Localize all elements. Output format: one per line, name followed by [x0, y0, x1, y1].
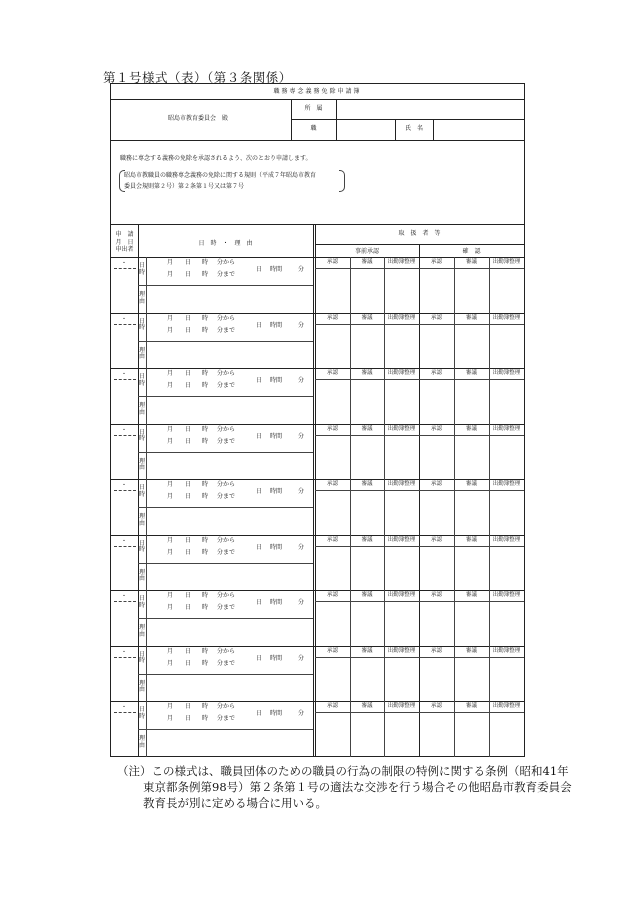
reason-label: 理 由: [138, 402, 145, 416]
reason-label: 理 由: [138, 735, 145, 749]
stamp-label: 出勤簿整理: [387, 259, 416, 265]
addressee: 昭島市教育委員会 殿: [168, 115, 229, 122]
rule-text-line2: 委員会規則第２号）第２条第１号又は第７号: [124, 183, 245, 190]
from-time-label: 時: [202, 314, 209, 322]
from-time-label: 日: [185, 425, 192, 433]
date-dot: ・: [121, 537, 128, 545]
date-dash: [114, 268, 136, 269]
to-time-label: 時: [202, 493, 209, 500]
datetime-label: 日 時: [138, 539, 145, 554]
duration-label: 分: [298, 377, 305, 384]
stamp-label: 出勤簿整理: [387, 314, 416, 321]
from-time-label: 分から: [217, 370, 236, 377]
document-title: 職務専念義務免除申請簿: [273, 88, 362, 95]
row-divider: [111, 368, 524, 369]
stamp-label: 審議: [361, 314, 373, 321]
stamp-label: 承認: [326, 370, 338, 376]
stamp-label: 承認: [430, 703, 442, 709]
from-time-label: 時: [202, 425, 209, 433]
from-time-label: 分から: [217, 592, 236, 599]
to-time-label: 月: [167, 326, 174, 334]
stamp-label: 出勤簿整理: [492, 592, 521, 598]
stamp-label: 出勤簿整理: [387, 592, 416, 598]
stamp-label: 承認: [430, 481, 442, 487]
to-time-label: 時: [202, 326, 209, 334]
from-time-label: 月: [167, 647, 174, 655]
to-time-label: 分まで: [217, 715, 236, 722]
stamp-label: 承認: [326, 703, 338, 709]
stamp-label: 出勤簿整理: [492, 370, 521, 376]
stamp-label: 出勤簿整理: [492, 259, 521, 265]
department-label: 所 属: [304, 105, 323, 112]
to-time-label: 時: [202, 659, 209, 667]
duration-label: 日: [256, 599, 263, 606]
from-time-label: 月: [167, 314, 174, 322]
from-time-label: 分から: [217, 259, 236, 266]
footnote: （注）この様式は、職員団体のための職員の行為の制限の特例に関する条例（昭和41年 東京都条例第98号）第２条第１号の適法な交渉を行う場合その他昭島市教育委員会 教育長が別に定める場合に用いる。: [117, 764, 572, 810]
duration-label: 時間: [270, 599, 283, 606]
applied-date-header: 申 請 月 日 申出者: [115, 231, 134, 253]
datetime-label: 日 時: [138, 484, 145, 498]
from-time-label: 日: [185, 314, 192, 322]
from-time-label: 分から: [217, 536, 236, 544]
from-time-label: 日: [185, 647, 192, 655]
stamp-label: 承認: [430, 536, 442, 543]
stamp-label: 承認: [430, 647, 442, 654]
duration-label: 日: [256, 488, 263, 495]
to-time-label: 分まで: [217, 326, 236, 334]
date-dash: [114, 546, 136, 547]
from-time-label: 月: [167, 370, 174, 377]
from-time-label: 時: [202, 703, 209, 710]
from-time-label: 月: [167, 481, 174, 488]
from-time-label: 分から: [217, 425, 236, 433]
reason-label: 理 由: [138, 346, 145, 361]
duration-label: 時間: [270, 488, 283, 495]
stamp-label: 審議: [361, 536, 373, 543]
stamp-label: 承認: [430, 425, 442, 432]
reason-label: 理 由: [138, 291, 145, 305]
stamp-label: 出勤簿整理: [492, 703, 521, 709]
stamp-label: 承認: [430, 370, 442, 376]
duration-label: 分: [298, 488, 305, 495]
stamp-label: 審議: [361, 647, 373, 654]
stamp-label: 承認: [430, 314, 442, 321]
to-time-label: 月: [167, 604, 174, 611]
to-time-label: 分まで: [217, 493, 236, 500]
row-divider: [111, 590, 524, 591]
stamp-label: 承認: [326, 259, 338, 265]
duration-label: 時間: [270, 266, 283, 273]
stamp-label: 出勤簿整理: [492, 536, 521, 543]
from-time-label: 時: [202, 481, 209, 488]
date-dot: ・: [121, 371, 128, 378]
stamp-label: 出勤簿整理: [492, 481, 521, 487]
to-time-label: 月: [167, 437, 174, 445]
stamp-label: 出勤簿整理: [492, 425, 521, 432]
stamp-label: 出勤簿整理: [387, 481, 416, 487]
stamp-label: 承認: [326, 481, 338, 487]
row-divider: [111, 313, 524, 314]
datetime-label: 日 時: [138, 373, 145, 387]
duration-label: 分: [298, 266, 305, 273]
to-time-label: 分まで: [217, 548, 236, 556]
to-time-label: 時: [202, 604, 209, 611]
row-divider: [111, 535, 524, 536]
stamp-label: 審議: [465, 592, 477, 598]
to-time-label: 時: [202, 437, 209, 445]
from-time-label: 日: [185, 536, 192, 544]
to-time-label: 分まで: [217, 382, 236, 389]
date-dot: ・: [121, 648, 128, 656]
duration-label: 分: [298, 543, 305, 551]
row-divider: [111, 701, 524, 702]
handler-header: 取 扱 者 等: [398, 230, 441, 237]
datetime-label: 日 時: [138, 595, 145, 609]
to-time-label: 分まで: [217, 271, 236, 278]
duration-label: 分: [298, 432, 305, 440]
duration-label: 日: [256, 266, 263, 273]
stamp-label: 審議: [465, 703, 477, 709]
to-time-label: 時: [202, 715, 209, 722]
prior-approval-header: 事前承認: [354, 248, 379, 255]
stamp-label: 審議: [361, 481, 373, 487]
to-time-label: 分まで: [217, 659, 236, 667]
reason-label: 理 由: [138, 513, 145, 527]
from-time-label: 日: [185, 703, 192, 710]
stamp-label: 承認: [430, 592, 442, 598]
from-time-label: 日: [185, 592, 192, 599]
stamp-label: 承認: [326, 314, 338, 321]
date-dot: ・: [121, 426, 128, 434]
duration-label: 時間: [270, 377, 283, 384]
datetime-label: 日 時: [138, 650, 145, 665]
from-time-label: 日: [185, 481, 192, 488]
date-dot: ・: [121, 593, 128, 600]
to-time-label: 月: [167, 271, 174, 278]
date-dash: [114, 435, 136, 436]
date-dash: [114, 601, 136, 602]
to-time-label: 日: [185, 326, 192, 334]
duration-label: 日: [256, 432, 263, 440]
stamp-label: 審議: [361, 259, 373, 265]
duration-label: 日: [256, 654, 263, 662]
date-dot: ・: [121, 315, 128, 323]
date-dash: [114, 490, 136, 491]
duration-label: 時間: [270, 710, 283, 717]
from-time-label: 時: [202, 592, 209, 599]
to-time-label: 月: [167, 493, 174, 500]
duration-label: 日: [256, 543, 263, 551]
from-time-label: 時: [202, 536, 209, 544]
from-time-label: 月: [167, 259, 174, 266]
bracket-right: [339, 170, 345, 192]
to-time-label: 時: [202, 548, 209, 556]
row-divider: [111, 424, 524, 425]
from-time-label: 分から: [217, 314, 236, 322]
form-label: 第１号様式（表）（第３条関係）: [103, 70, 292, 85]
duration-label: 分: [298, 654, 305, 662]
from-time-label: 日: [185, 259, 192, 266]
stamp-label: 出勤簿整理: [387, 425, 416, 432]
date-dash: [114, 324, 136, 325]
row-divider: [111, 646, 524, 647]
date-dash: [114, 379, 136, 380]
stamp-label: 審議: [465, 481, 477, 487]
from-time-label: 時: [202, 647, 209, 655]
stamp-label: 審議: [465, 314, 477, 321]
stamp-label: 出勤簿整理: [492, 314, 521, 321]
from-time-label: 分から: [217, 703, 236, 710]
application-sheet: [110, 83, 525, 757]
stamp-label: 承認: [326, 536, 338, 543]
stamp-label: 承認: [326, 592, 338, 598]
duration-label: 時間: [270, 543, 283, 551]
stamp-label: 承認: [326, 647, 338, 654]
to-time-label: 月: [167, 548, 174, 556]
duration-label: 時間: [270, 432, 283, 440]
request-text: 職務に専念する義務の免除を承認されるよう、次のとおり申請します。: [120, 155, 312, 162]
to-time-label: 分まで: [217, 437, 236, 445]
reason-label: 理 由: [138, 624, 145, 638]
from-time-label: 月: [167, 703, 174, 710]
datetime-label: 日 時: [138, 262, 145, 276]
rule-text-line1: 昭島市教職員の職務専念義務の免除に関する規則（平成７年昭島市教育: [124, 172, 317, 179]
stamp-label: 審議: [465, 259, 477, 265]
to-time-label: 日: [185, 271, 192, 278]
duration-label: 分: [298, 599, 305, 606]
row-divider: [111, 257, 524, 258]
duration-label: 分: [298, 321, 305, 329]
date-dot: ・: [121, 704, 128, 711]
from-time-label: 時: [202, 259, 209, 266]
stamp-label: 審議: [361, 703, 373, 709]
reason-label: 理 由: [138, 457, 145, 472]
to-time-label: 時: [202, 382, 209, 389]
stamp-label: 審議: [361, 425, 373, 432]
stamp-label: 承認: [430, 259, 442, 265]
from-time-label: 日: [185, 370, 192, 377]
datetime-label: 日 時: [138, 428, 145, 443]
stamp-label: 出勤簿整理: [387, 703, 416, 709]
position-label: 職: [310, 125, 317, 132]
duration-label: 分: [298, 710, 305, 717]
date-dash: [114, 712, 136, 713]
confirmation-header: 確 認: [462, 248, 481, 255]
datetime-reason-header: 日 時 ・ 理 由: [198, 240, 253, 247]
to-time-label: 日: [185, 659, 192, 667]
duration-label: 時間: [270, 321, 283, 329]
duration-label: 日: [256, 710, 263, 717]
stamp-label: 審議: [361, 370, 373, 376]
stamp-label: 出勤簿整理: [387, 647, 416, 654]
to-time-label: 月: [167, 659, 174, 667]
from-time-label: 月: [167, 425, 174, 433]
duration-label: 時間: [270, 654, 283, 662]
datetime-label: 日 時: [138, 317, 145, 332]
to-time-label: 日: [185, 437, 192, 445]
datetime-label: 日 時: [138, 706, 145, 720]
to-time-label: 日: [185, 715, 192, 722]
to-time-label: 日: [185, 548, 192, 556]
date-dash: [114, 657, 136, 658]
from-time-label: 時: [202, 370, 209, 377]
date-dot: ・: [121, 260, 128, 267]
from-time-label: 月: [167, 592, 174, 599]
name-label: 氏 名: [404, 125, 423, 132]
stamp-label: 審議: [361, 592, 373, 598]
to-time-label: 月: [167, 382, 174, 389]
stamp-label: 審議: [465, 425, 477, 432]
stamp-label: 審議: [465, 536, 477, 543]
stamp-label: 出勤簿整理: [387, 370, 416, 376]
stamp-label: 承認: [326, 425, 338, 432]
to-time-label: 日: [185, 493, 192, 500]
to-time-label: 日: [185, 604, 192, 611]
from-time-label: 分から: [217, 481, 236, 488]
reason-label: 理 由: [138, 679, 145, 694]
from-time-label: 分から: [217, 647, 236, 655]
to-time-label: 分まで: [217, 604, 236, 611]
to-time-label: 月: [167, 715, 174, 722]
to-time-label: 日: [185, 382, 192, 389]
stamp-label: 出勤簿整理: [492, 647, 521, 654]
row-divider: [111, 479, 524, 480]
stamp-label: 審議: [465, 647, 477, 654]
to-time-label: 時: [202, 271, 209, 278]
duration-label: 日: [256, 377, 263, 384]
from-time-label: 月: [167, 536, 174, 544]
stamp-label: 審議: [465, 370, 477, 376]
date-dot: ・: [121, 482, 128, 489]
duration-label: 日: [256, 321, 263, 329]
reason-label: 理 由: [138, 568, 145, 583]
stamp-label: 出勤簿整理: [387, 536, 416, 543]
